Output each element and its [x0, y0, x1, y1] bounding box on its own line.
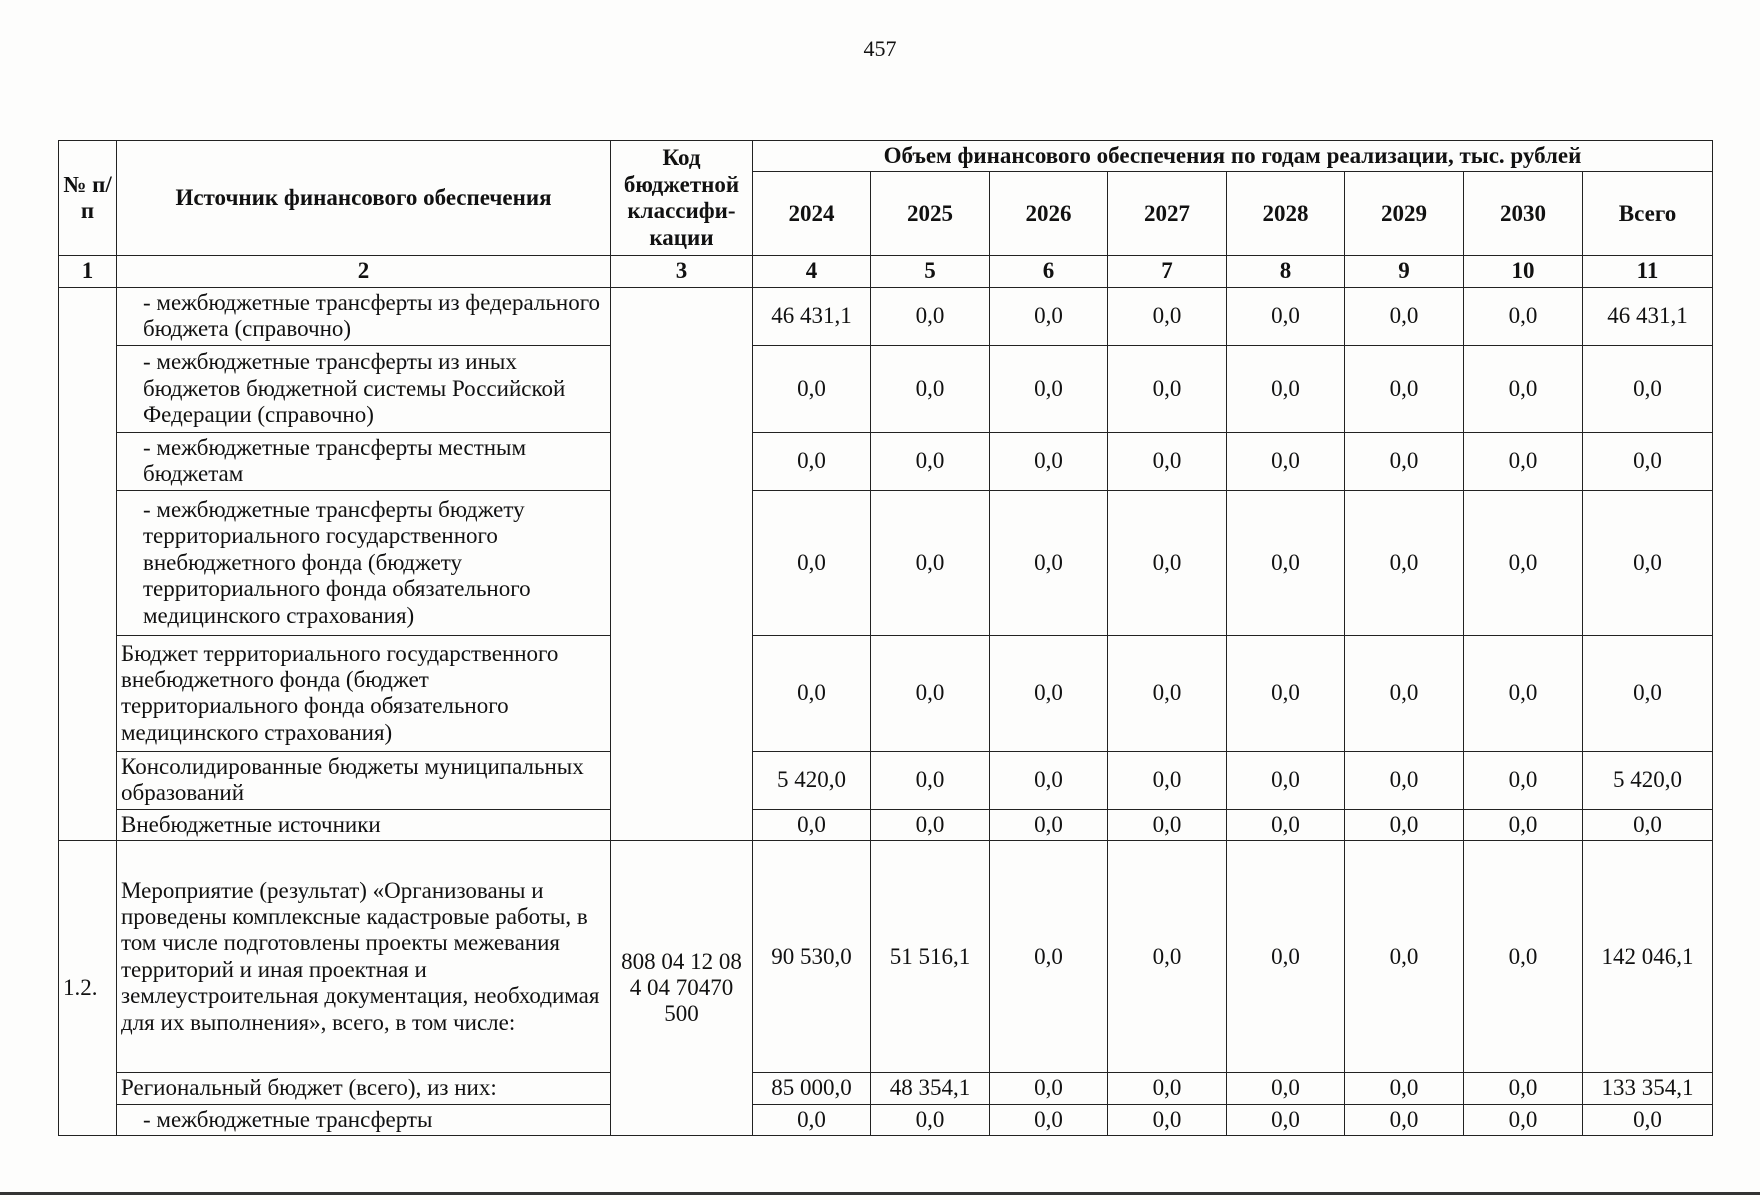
- table-row: [59, 1073, 1713, 1104]
- financing-table: [58, 140, 1713, 1136]
- table-row: [59, 635, 1713, 751]
- header-year: 2024: [753, 172, 871, 256]
- value-cell: 0,0: [990, 432, 1108, 490]
- source-cell: Внебюджетные источники: [117, 809, 611, 840]
- value-cell: 0,0: [1227, 490, 1345, 635]
- table-row: [59, 287, 1713, 345]
- table-row: [59, 841, 1713, 1073]
- value-cell: 0,0: [990, 1073, 1108, 1104]
- value-cell: 0,0: [990, 490, 1108, 635]
- row-number-cell: 1.2.: [59, 841, 117, 1136]
- value-cell: 0,0: [871, 345, 990, 432]
- value-cell: 0,0: [1227, 841, 1345, 1073]
- table-row: [59, 1104, 1713, 1135]
- value-cell: 0,0: [1464, 287, 1583, 345]
- value-cell: 0,0: [871, 635, 990, 751]
- row-number-cell: [59, 287, 117, 840]
- value-cell: 0,0: [1345, 751, 1464, 809]
- column-index: 7: [1108, 256, 1227, 287]
- value-cell: 0,0: [1108, 345, 1227, 432]
- value-cell: 0,0: [1227, 1104, 1345, 1135]
- source-cell: - межбюджетные трансферты бюджету территориального государственного внебюджетного фонда (бюджету территориального фонда обязательного медицинского страхования): [117, 490, 611, 635]
- column-index: 2: [117, 256, 611, 287]
- value-cell: 0,0: [1464, 1104, 1583, 1135]
- budget-code-cell: 808 04 12 08 4 04 70470 500: [611, 841, 753, 1136]
- value-cell: 0,0: [1227, 345, 1345, 432]
- total-cell: 0,0: [1583, 1104, 1713, 1135]
- value-cell: 0,0: [1227, 1073, 1345, 1104]
- header-year: 2026: [990, 172, 1108, 256]
- value-cell: 0,0: [1108, 809, 1227, 840]
- value-cell: 0,0: [1464, 751, 1583, 809]
- value-cell: 0,0: [1464, 432, 1583, 490]
- value-cell: 0,0: [1108, 1073, 1227, 1104]
- value-cell: 0,0: [1345, 345, 1464, 432]
- total-cell: 0,0: [1583, 490, 1713, 635]
- value-cell: 0,0: [990, 345, 1108, 432]
- source-cell: Региональный бюджет (всего), из них:: [117, 1073, 611, 1104]
- value-cell: 0,0: [1345, 490, 1464, 635]
- source-cell: Мероприятие (результат) «Организованы и проведены комплексные кадастровые работы, в том числе подготовлены проекты межевания территорий и иная проектная и землеустроительная документация, необходимая для их выполнения», всего, в том числе:: [117, 841, 611, 1073]
- value-cell: 0,0: [1345, 432, 1464, 490]
- value-cell: 48 354,1: [871, 1073, 990, 1104]
- source-cell: - межбюджетные трансферты: [117, 1104, 611, 1135]
- column-index: 5: [871, 256, 990, 287]
- column-index: 6: [990, 256, 1108, 287]
- value-cell: 0,0: [753, 432, 871, 490]
- value-cell: 0,0: [1227, 751, 1345, 809]
- value-cell: 0,0: [1227, 432, 1345, 490]
- table-row: [59, 809, 1713, 840]
- budget-code-cell: [611, 287, 753, 840]
- table-row: [59, 751, 1713, 809]
- source-cell: - межбюджетные трансферты местным бюджетам: [117, 432, 611, 490]
- header-year: 2027: [1108, 172, 1227, 256]
- value-cell: 0,0: [1108, 1104, 1227, 1135]
- value-cell: 0,0: [1227, 635, 1345, 751]
- total-cell: 0,0: [1583, 432, 1713, 490]
- header-year: 2025: [871, 172, 990, 256]
- value-cell: 0,0: [1108, 432, 1227, 490]
- value-cell: 0,0: [1108, 751, 1227, 809]
- column-index: 11: [1583, 256, 1713, 287]
- value-cell: 0,0: [753, 345, 871, 432]
- column-index: 9: [1345, 256, 1464, 287]
- value-cell: 51 516,1: [871, 841, 990, 1073]
- value-cell: 0,0: [871, 432, 990, 490]
- value-cell: 0,0: [1108, 287, 1227, 345]
- source-cell: Бюджет территориального государственного внебюджетного фонда (бюджет территориального фонда обязательного медицинского страхования): [117, 635, 611, 751]
- page-bottom-rule: [0, 1192, 1760, 1195]
- value-cell: 0,0: [1345, 635, 1464, 751]
- value-cell: 0,0: [1108, 841, 1227, 1073]
- column-index: 1: [59, 256, 117, 287]
- value-cell: 0,0: [871, 1104, 990, 1135]
- value-cell: 0,0: [990, 751, 1108, 809]
- header-year: 2028: [1227, 172, 1345, 256]
- value-cell: 0,0: [1108, 635, 1227, 751]
- value-cell: 5 420,0: [753, 751, 871, 809]
- value-cell: 90 530,0: [753, 841, 871, 1073]
- value-cell: 0,0: [1464, 841, 1583, 1073]
- column-index: 3: [611, 256, 753, 287]
- value-cell: 0,0: [871, 490, 990, 635]
- value-cell: 0,0: [1227, 287, 1345, 345]
- total-cell: 5 420,0: [1583, 751, 1713, 809]
- header-code: Код бюджетной классифи-кации: [611, 141, 753, 256]
- total-cell: 0,0: [1583, 809, 1713, 840]
- value-cell: 0,0: [1464, 345, 1583, 432]
- value-cell: 0,0: [1345, 841, 1464, 1073]
- page-number: 457: [863, 36, 897, 61]
- header-total: Всего: [1583, 172, 1713, 256]
- value-cell: 0,0: [1464, 1073, 1583, 1104]
- value-cell: 0,0: [1464, 635, 1583, 751]
- source-cell: - межбюджетные трансферты из иных бюджетов бюджетной системы Российской Федерации (справочно): [117, 345, 611, 432]
- value-cell: 0,0: [990, 841, 1108, 1073]
- total-cell: 133 354,1: [1583, 1073, 1713, 1104]
- value-cell: 0,0: [753, 635, 871, 751]
- value-cell: 0,0: [1108, 490, 1227, 635]
- value-cell: 0,0: [1345, 287, 1464, 345]
- source-cell: - межбюджетные трансферты из федерального бюджета (справочно): [117, 287, 611, 345]
- value-cell: 0,0: [1345, 1104, 1464, 1135]
- value-cell: 0,0: [871, 287, 990, 345]
- total-cell: 142 046,1: [1583, 841, 1713, 1073]
- value-cell: 0,0: [753, 1104, 871, 1135]
- value-cell: 0,0: [1464, 809, 1583, 840]
- table-row: [59, 432, 1713, 490]
- source-cell: Консолидированные бюджеты муниципальных образований: [117, 751, 611, 809]
- column-index: 10: [1464, 256, 1583, 287]
- table-row: [59, 490, 1713, 635]
- column-index: 4: [753, 256, 871, 287]
- value-cell: 0,0: [990, 287, 1108, 345]
- value-cell: 0,0: [990, 1104, 1108, 1135]
- total-cell: 0,0: [1583, 345, 1713, 432]
- header-volume: Объем финансового обеспечения по годам реализации, тыс. рублей: [753, 141, 1713, 172]
- value-cell: 0,0: [990, 809, 1108, 840]
- value-cell: 46 431,1: [753, 287, 871, 345]
- value-cell: 0,0: [1345, 1073, 1464, 1104]
- value-cell: 0,0: [871, 751, 990, 809]
- value-cell: 0,0: [753, 809, 871, 840]
- header-year: 2030: [1464, 172, 1583, 256]
- value-cell: 0,0: [1345, 809, 1464, 840]
- value-cell: 0,0: [1227, 809, 1345, 840]
- total-cell: 0,0: [1583, 635, 1713, 751]
- column-index: 8: [1227, 256, 1345, 287]
- value-cell: 0,0: [871, 809, 990, 840]
- value-cell: 85 000,0: [753, 1073, 871, 1104]
- value-cell: 0,0: [990, 635, 1108, 751]
- table-row: [59, 345, 1713, 432]
- total-cell: 46 431,1: [1583, 287, 1713, 345]
- value-cell: 0,0: [1464, 490, 1583, 635]
- header-num: № п/п: [59, 141, 117, 256]
- header-year: 2029: [1345, 172, 1464, 256]
- value-cell: 0,0: [753, 490, 871, 635]
- header-source: Источник финансового обеспечения: [117, 141, 611, 256]
